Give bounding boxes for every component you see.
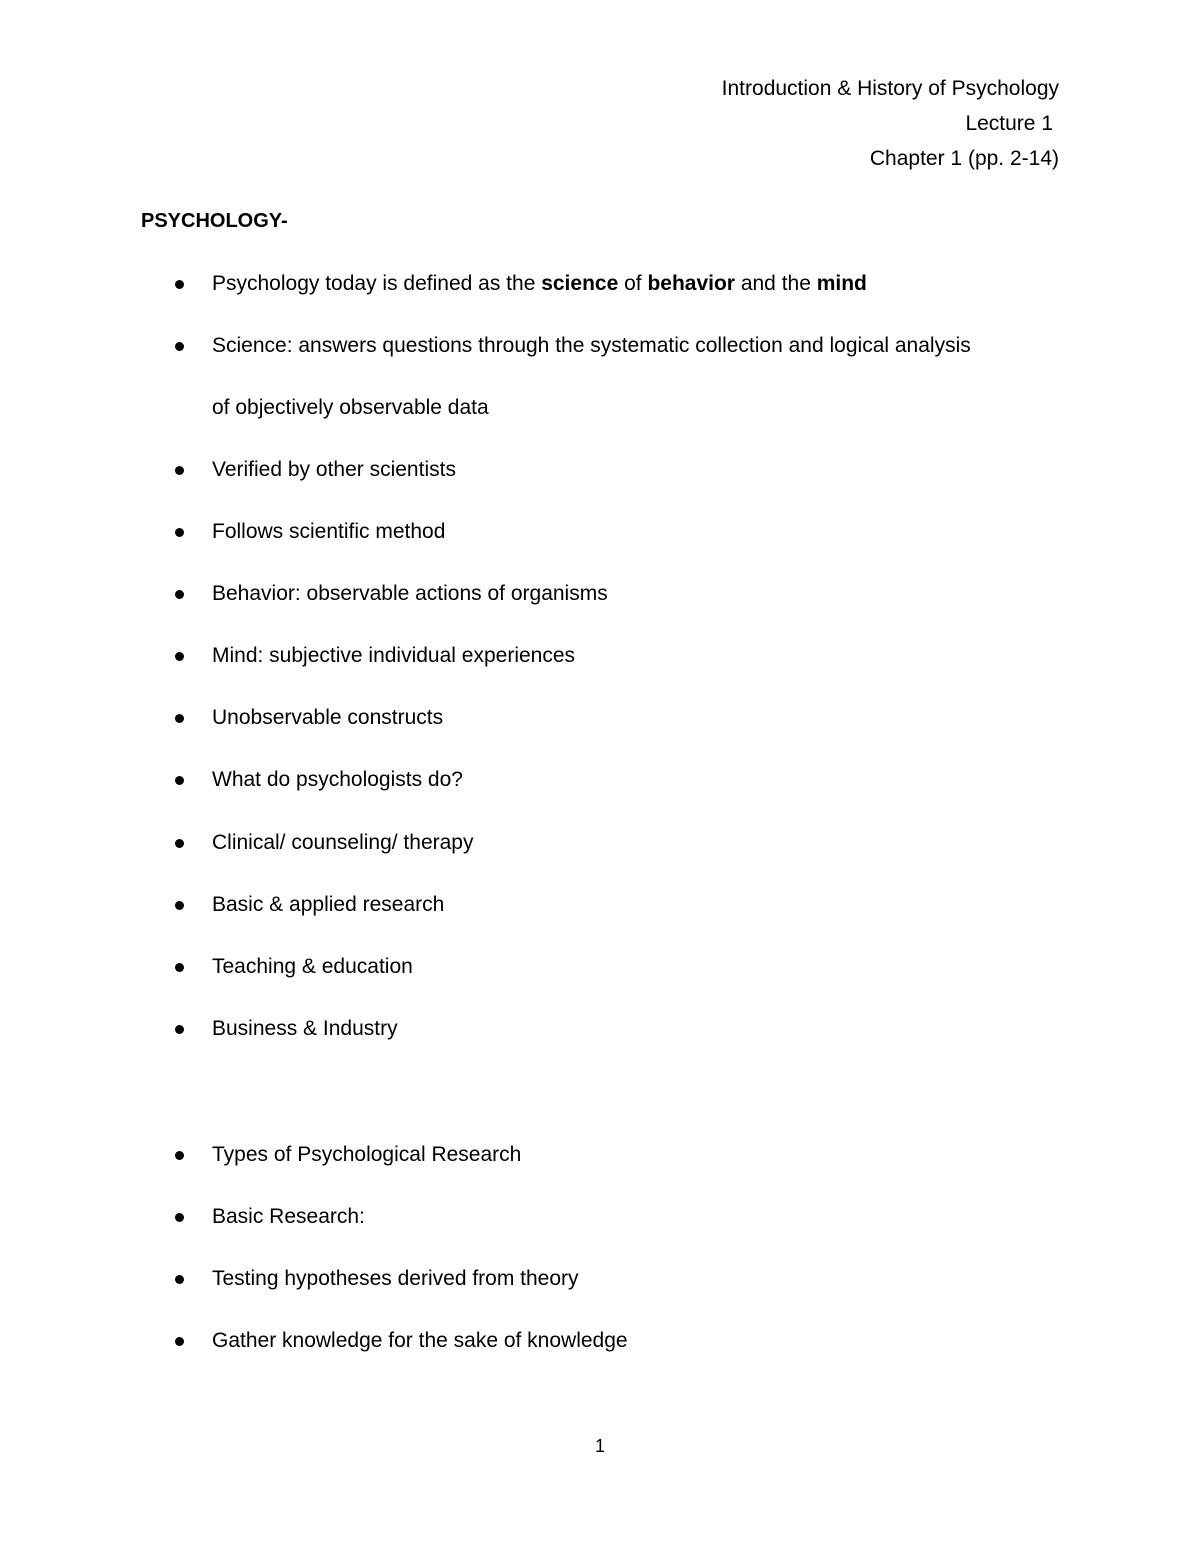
keyword-behavior: behavior bbox=[647, 272, 735, 295]
list-item-text: Behavior: observable actions of organisms bbox=[212, 582, 608, 605]
list-item-what-do bbox=[175, 768, 1075, 796]
list-item-verified bbox=[175, 458, 1075, 486]
list-item-mind bbox=[175, 644, 1075, 672]
bullet-icon bbox=[175, 714, 184, 723]
list-item-text: Types of Psychological Research bbox=[212, 1143, 522, 1166]
list-item-text: Business & Industry bbox=[212, 1017, 398, 1040]
list-item-definition bbox=[175, 272, 1075, 300]
bullet-icon bbox=[175, 1337, 184, 1346]
bullet-icon bbox=[175, 590, 184, 599]
bullet-icon bbox=[175, 1213, 184, 1222]
list-item-gather bbox=[175, 1329, 1075, 1357]
list-item-text: Basic & applied research bbox=[212, 893, 445, 916]
course-title: Introduction & History of Psychology bbox=[721, 77, 1059, 100]
chapter-reference: Chapter 1 (pp. 2-14) bbox=[869, 147, 1059, 170]
list-item-clinical bbox=[175, 831, 1075, 859]
bullet-icon bbox=[175, 1151, 184, 1160]
keyword-mind: mind bbox=[816, 272, 867, 295]
list-item-basic-applied bbox=[175, 893, 1075, 921]
list-item-text: What do psychologists do? bbox=[212, 768, 463, 791]
list-item-text: Testing hypotheses derived from theory bbox=[212, 1267, 579, 1290]
list-item-text: Unobservable constructs bbox=[212, 706, 444, 729]
definition-text: Psychology today is defined as the science of behavior and the mind bbox=[212, 272, 867, 295]
bullet-icon bbox=[175, 1025, 184, 1034]
list-item-teaching bbox=[175, 955, 1075, 983]
list-item-types bbox=[175, 1143, 1075, 1171]
list-item-testing bbox=[175, 1267, 1075, 1295]
list-item-science bbox=[175, 334, 1075, 362]
bullet-icon bbox=[175, 280, 184, 289]
list-item-text: Clinical/ counseling/ therapy bbox=[212, 831, 474, 854]
list-item-text: Science: answers questions through the systematic collection and logical analysis bbox=[212, 334, 971, 357]
bullet-icon bbox=[175, 342, 184, 351]
list-item-text: Follows scientific method bbox=[212, 520, 446, 543]
section-heading: PSYCHOLOGY- bbox=[141, 210, 288, 232]
list-item-text: Mind: subjective individual experiences bbox=[212, 644, 576, 667]
list-item-method bbox=[175, 520, 1075, 548]
list-item-behavior bbox=[175, 582, 1075, 610]
list-item-business bbox=[175, 1017, 1075, 1045]
list-item-text: Verified by other scientists bbox=[212, 458, 456, 481]
bullet-icon bbox=[175, 652, 184, 661]
keyword-science: science bbox=[541, 272, 619, 295]
list-item-continuation: of objectively observable data bbox=[212, 396, 489, 419]
bullet-icon bbox=[175, 839, 184, 848]
bullet-icon bbox=[175, 528, 184, 537]
list-item-text: Basic Research: bbox=[212, 1205, 365, 1228]
list-item-text: Teaching & education bbox=[212, 955, 413, 978]
lecture-number: Lecture 1 bbox=[965, 112, 1053, 135]
list-item-text: Gather knowledge for the sake of knowledge bbox=[212, 1329, 628, 1352]
bullet-icon bbox=[175, 466, 184, 475]
bullet-icon bbox=[175, 901, 184, 910]
bullet-icon bbox=[175, 1275, 184, 1284]
page-number: 1 bbox=[594, 1436, 605, 1456]
bullet-icon bbox=[175, 776, 184, 785]
list-item-unobservable bbox=[175, 706, 1075, 734]
list-item-basic-research bbox=[175, 1205, 1075, 1233]
bullet-icon bbox=[175, 963, 184, 972]
